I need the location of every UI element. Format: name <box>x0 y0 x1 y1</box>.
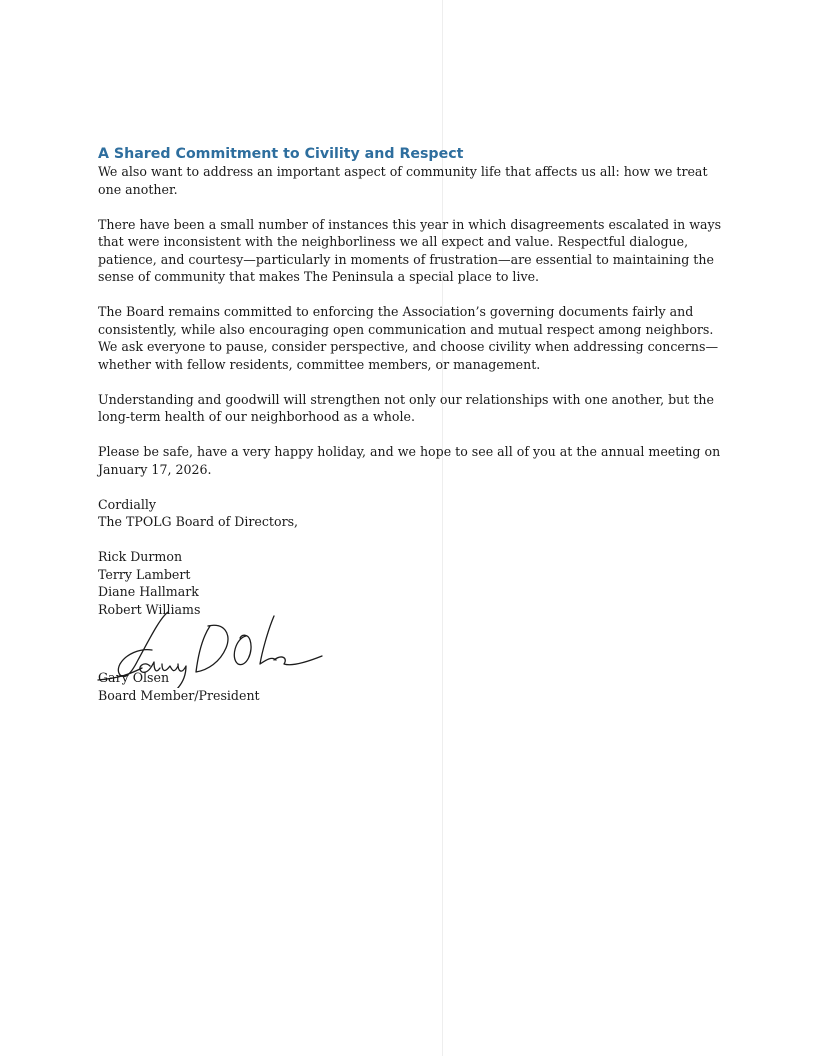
closing-salutation: Cordially <box>98 496 157 512</box>
board-member-name: Diane Hallmark <box>98 584 199 599</box>
paragraph-instances: There have been a small number of instances this year in which disagreements escalated in ways that were inconsistent with the neighborliness we all expect and value. Respectful dialogue, patience, and courtesy—particularly in moments of frustration—are essential to maintaining the sense of community that makes The Peninsula a special place to live. <box>98 216 722 284</box>
signer-block <box>98 669 723 704</box>
letter-body <box>98 145 723 704</box>
closing-from: The TPOLG Board of Directors, <box>98 514 299 529</box>
closing-block <box>98 496 723 531</box>
section-heading: A Shared Commitment to Civility and Respect <box>98 146 464 162</box>
paragraph-intro: We also want to address an important aspect of community life that affects us all: how we treat one another. <box>98 164 708 197</box>
signer-name: Gary Olsen <box>98 670 170 685</box>
paragraph-goodwill: Understanding and goodwill will strengthen not only our relationships with one another, but the long-term health of our neighborhood as a whole. <box>98 391 714 424</box>
paragraph-board-commitment: The Board remains committed to enforcing the Association’s governing documents fairly and consistently, while also encouraging open communication and mutual respect among neighbors. We ask everyone to pause, consider perspective, and choose civility when addressing concerns—whether with fellow residents, committee members, or management. <box>98 304 719 372</box>
board-member-name: Robert Williams <box>98 601 201 617</box>
board-member-name: Rick Durmon <box>98 549 183 564</box>
paragraph-holiday: Please be safe, have a very happy holiday, and we hope to see all of you at the annual meeting on January 17, 2026. <box>98 444 721 477</box>
board-member-name: Terry Lambert <box>98 566 191 582</box>
signer-title: Board Member/President <box>98 687 260 703</box>
